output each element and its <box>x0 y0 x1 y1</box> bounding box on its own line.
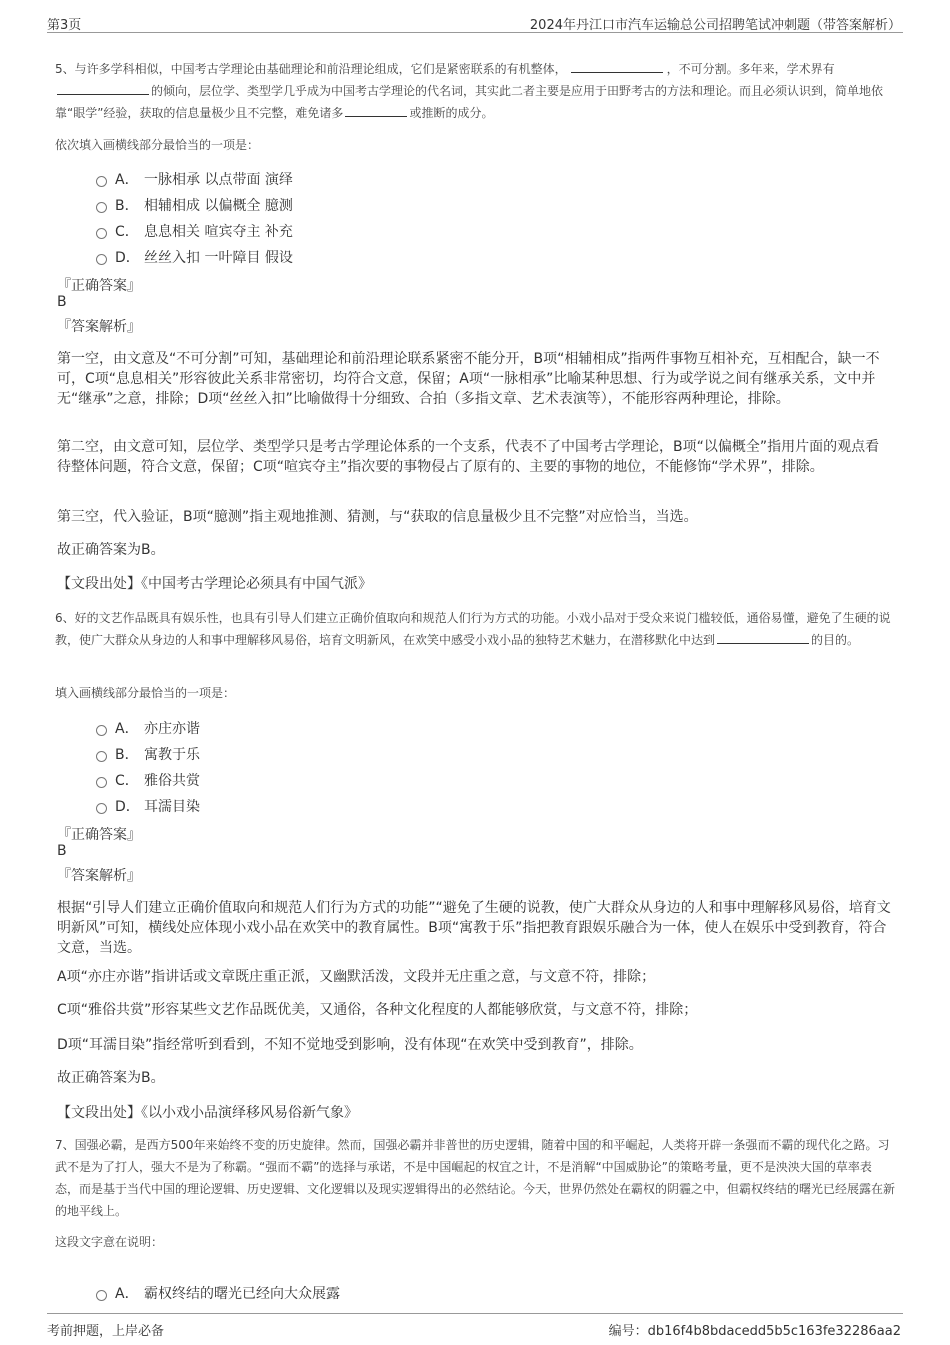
blank-3 <box>345 102 407 117</box>
blank-2 <box>57 80 149 95</box>
analysis-paragraph: A项“亦庄亦谐”指讲话或文章既庄重正派，又幽默活泼，文段并无庄重之意，与文意不符，排除； <box>57 969 656 985</box>
page-footer <box>47 1313 903 1339</box>
question-7-stem: 7、国强必霸，是西方500年来始终不变的历史旋律。然而，国强必霸并非普世的历史逻辑，随着中国的和平崛起，人类将开辟一条强而不霸的现代化之路。习武不是为了打人，强大不是为了称霸。“强而不霸”的选择与承诺，不是中国崛起的权宜之计，不是消解“中国威胁论”的策略考量，更不是泱泱大国的草率表态，而是基于当代中国的理论逻辑、历史逻辑、文化逻辑以及现实逻辑得出的必然结论。今天，世界仍然处在霸权的阴霾之中，但霸权终结的曙光已经展露在新的地平线上。 <box>55 1138 896 1218</box>
question-6-stem: 6、好的文艺作品既具有娱乐性，也具有引导人们建立正确价值取向和规范人们行为方式的功能。小戏小品对于受众来说门槛较低，通俗易懂，避免了生硬的说教，使广大群众从身边的人和事中理解移风易俗，培育文明新风，在欢笑中感受小戏小品的独特艺术魅力，在潜移默化中达到 的目的。 <box>55 611 891 647</box>
page-header <box>47 12 903 33</box>
radio-button[interactable] <box>96 751 107 762</box>
radio-button[interactable] <box>96 228 107 239</box>
footer-slogan: 考前押题，上岸必备 <box>47 1324 165 1339</box>
correct-answer: B <box>57 843 67 859</box>
analysis-paragraph: 第三空，代入验证，B项“臆测”指主观地推测、猜测，与“获取的信息量极少且不完整”对应恰当，当选。 <box>57 509 698 525</box>
analysis-paragraph: 第二空，由文意可知，层位学、类型学只是考古学理论体系的一个支系，代表不了中国考古学理论，B项“以偏概全”指用片面的观点看待整体问题，符合文意，保留；C项“喧宾夺主”指次要的事物侵占了原有的、主要的事物的地位，不能修饰“学术界”，排除。 <box>57 439 880 475</box>
analysis-paragraph: 根据“引导人们建立正确价值取向和规范人们行为方式的功能”“避免了生硬的说教，使广大群众从身边的人和事中理解移风易俗，培育文明新风”可知，横线处应体现小戏小品在欢笑中的教育属性。B项“寓教于乐”指把教育跟娱乐融合为一体，使人在娱乐中受到教育，符合文意，当选。 <box>57 900 891 956</box>
source-citation: 【文段出处】《以小戏小品演绎移风易俗新气象》 <box>57 1105 358 1121</box>
correct-answer-label: 『正确答案』 <box>57 827 141 843</box>
page-number: 第3页 <box>47 18 82 33</box>
radio-button[interactable] <box>96 254 107 265</box>
radio-button[interactable] <box>96 725 107 736</box>
analysis-label: 『答案解析』 <box>57 868 141 884</box>
document-id: 编号：db16f4b8bdacedd5b5c163fe32286aa2 <box>608 1324 901 1339</box>
analysis-conclusion: 故正确答案为B。 <box>57 1070 165 1086</box>
analysis-paragraph: C项“雅俗共赏”形容某些文艺作品既优美，又通俗，各种文化程度的人都能够欣赏，与文意不符，排除； <box>57 1002 698 1018</box>
radio-button[interactable] <box>96 777 107 788</box>
question-5-stem: 5、与许多学科相似，中国考古学理论由基础理论和前沿理论组成，它们是紧密联系的有机整体， ，不可分割。多年来，学术界有的倾向，层位学、类型学几乎成为中国考古学理论的代名词，其实此二者主要是应用于田野考古的方法和理论。而且必须认识到，简单地依靠“眼学”经验，获取的信息量极少且不完整，难免诸多 或推断的成分。 <box>55 58 895 124</box>
question-6-prompt: 填入画横线部分最恰当的一项是： <box>55 686 236 700</box>
analysis-paragraph: 第一空，由文意及“不可分割”可知，基础理论和前沿理论联系紧密不能分开，B项“相辅相成”指两件事物互相补充，互相配合，缺一不可，C项“息息相关”形容彼此关系非常密切，均符合文意，保留；A项“一脉相承”比喻某种思想、行为或学说之间有继承关系，文中并无“继承”之意，排除；D项“丝丝入扣”比喻做得十分细致、合拍（多指文章、艺术表演等），不能形容两种理论，排除。 <box>57 351 880 407</box>
radio-button[interactable] <box>96 803 107 814</box>
document-title: 2024年丹江口市汽车运输总公司招聘笔试冲刺题（带答案解析） <box>529 18 901 33</box>
question-5-prompt: 依次填入画横线部分最恰当的一项是： <box>55 138 260 152</box>
blank-1 <box>717 629 809 644</box>
question-7-prompt: 这段文字意在说明： <box>55 1235 164 1249</box>
correct-answer-label: 『正确答案』 <box>57 278 141 294</box>
source-citation: 【文段出处】《中国考古学理论必须具有中国气派》 <box>57 576 372 592</box>
blank-1 <box>571 58 663 73</box>
analysis-label: 『答案解析』 <box>57 319 141 335</box>
radio-button[interactable] <box>96 176 107 187</box>
radio-button[interactable] <box>96 1290 107 1301</box>
correct-answer: B <box>57 294 67 310</box>
radio-button[interactable] <box>96 202 107 213</box>
analysis-paragraph: D项“耳濡目染”指经常听到看到，不知不觉地受到影响，没有体现“在欢笑中受到教育”，排除。 <box>57 1037 643 1053</box>
analysis-conclusion: 故正确答案为B。 <box>57 542 165 558</box>
